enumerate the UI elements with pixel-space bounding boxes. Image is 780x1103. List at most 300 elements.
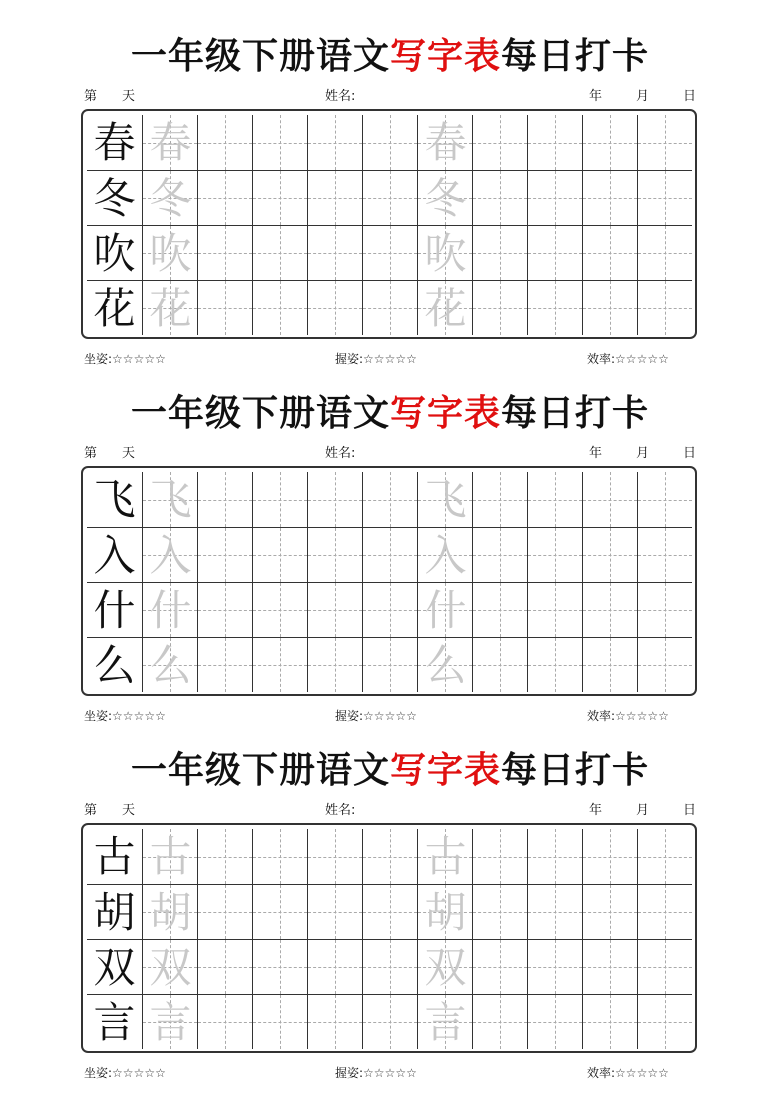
writing-cell[interactable]	[362, 170, 417, 225]
guide-line-v	[555, 528, 556, 582]
writing-grid	[87, 829, 692, 1047]
model-character: 古	[93, 832, 136, 881]
trace-char-cell[interactable]	[142, 637, 197, 692]
writing-cell[interactable]	[582, 115, 637, 170]
model-character: 冬	[93, 174, 136, 223]
writing-cell[interactable]	[582, 225, 637, 280]
writing-grid-frame	[81, 109, 697, 339]
guide-line-v	[225, 940, 226, 994]
grip-rating	[335, 1064, 417, 1082]
day-suffix: 天	[122, 803, 136, 818]
year-label: 年	[589, 446, 603, 461]
model-char-cell	[87, 225, 142, 280]
writing-cell[interactable]	[362, 115, 417, 170]
writing-grid-frame	[81, 466, 697, 696]
posture-label: 坐姿:	[84, 1066, 113, 1080]
trace-character: 言	[424, 998, 467, 1047]
writing-grid	[87, 115, 692, 333]
writing-cell[interactable]	[527, 472, 582, 527]
model-char-cell	[87, 884, 142, 939]
guide-line-v	[280, 995, 281, 1049]
writing-cell[interactable]	[362, 884, 417, 939]
trace-char-cell[interactable]	[142, 170, 197, 225]
trace-character: 飞	[424, 475, 467, 524]
model-character: 春	[93, 118, 136, 167]
name-label: 姓名:	[325, 446, 356, 461]
writing-cell[interactable]	[582, 994, 637, 1049]
model-character: 飞	[93, 475, 136, 524]
writing-cell[interactable]	[527, 829, 582, 884]
trace-character: 古	[424, 832, 467, 881]
trace-character: 入	[149, 531, 192, 580]
title-main: 一年级下册语文	[130, 392, 390, 434]
writing-cell[interactable]	[527, 225, 582, 280]
grid-row	[87, 582, 692, 637]
guide-line-v	[390, 472, 391, 527]
model-character: 花	[93, 284, 136, 333]
guide-line-v	[555, 995, 556, 1049]
guide-line-v	[665, 281, 666, 335]
year-label: 年	[589, 803, 603, 818]
writing-cell[interactable]	[472, 115, 527, 170]
writing-cell[interactable]	[362, 280, 417, 335]
guide-line-v	[280, 226, 281, 280]
trace-character: 双	[149, 943, 192, 992]
grid-row	[87, 829, 692, 884]
guide-line-v	[665, 885, 666, 939]
guide-line-v	[555, 885, 556, 939]
guide-line-v	[280, 528, 281, 582]
guide-line-v	[280, 885, 281, 939]
trace-char-cell[interactable]	[142, 582, 197, 637]
writing-cell[interactable]	[582, 582, 637, 637]
day-label: 第	[84, 89, 98, 104]
writing-cell[interactable]	[252, 884, 307, 939]
trace-char-cell[interactable]	[417, 829, 472, 884]
writing-cell[interactable]	[252, 994, 307, 1049]
guide-line-v	[335, 829, 336, 884]
guide-line-v	[390, 940, 391, 994]
guide-line-v	[225, 528, 226, 582]
trace-character: 冬	[149, 174, 192, 223]
writing-cell[interactable]	[307, 225, 362, 280]
writing-cell[interactable]	[252, 527, 307, 582]
title-suffix: 每日打卡	[501, 749, 650, 791]
title-highlight: 写字表	[389, 35, 501, 77]
guide-line-v	[665, 940, 666, 994]
guide-line-v	[280, 940, 281, 994]
writing-cell[interactable]	[637, 637, 692, 692]
guide-line-v	[665, 226, 666, 280]
guide-line-v	[500, 472, 501, 527]
writing-cell[interactable]	[472, 527, 527, 582]
guide-line-v	[225, 885, 226, 939]
trace-char-cell[interactable]	[417, 225, 472, 280]
guide-line-v	[610, 583, 611, 637]
guide-line-v	[280, 171, 281, 225]
writing-cell[interactable]	[637, 280, 692, 335]
posture-label: 坐姿:	[84, 709, 113, 723]
guide-line-v	[555, 829, 556, 884]
grip-stars[interactable]: ☆☆☆☆☆	[363, 352, 417, 366]
trace-character: 言	[149, 998, 192, 1047]
writing-cell[interactable]	[472, 637, 527, 692]
writing-cell[interactable]	[582, 170, 637, 225]
writing-cell[interactable]	[582, 829, 637, 884]
guide-line-v	[500, 995, 501, 1049]
guide-line-v	[555, 171, 556, 225]
writing-cell[interactable]	[637, 170, 692, 225]
efficiency-label: 效率:	[587, 709, 616, 723]
trace-char-cell[interactable]	[142, 939, 197, 994]
trace-char-cell[interactable]	[417, 115, 472, 170]
day-suffix: 天	[122, 89, 136, 104]
guide-line-v	[390, 829, 391, 884]
trace-character: 双	[424, 943, 467, 992]
guide-line-v	[280, 638, 281, 692]
date-label: 日	[683, 803, 697, 818]
title-main: 一年级下册语文	[130, 749, 390, 791]
grip-stars[interactable]: ☆☆☆☆☆	[363, 709, 417, 723]
writing-cell[interactable]	[307, 170, 362, 225]
writing-cell[interactable]	[362, 225, 417, 280]
guide-line-v	[610, 995, 611, 1049]
trace-char-cell[interactable]	[142, 472, 197, 527]
posture-rating	[84, 1064, 166, 1082]
model-character: 什	[93, 586, 136, 635]
model-char-cell	[87, 115, 142, 170]
writing-cell[interactable]	[582, 527, 637, 582]
guide-line-v	[390, 638, 391, 692]
trace-char-cell[interactable]	[142, 994, 197, 1049]
guide-line-v	[335, 995, 336, 1049]
writing-cell[interactable]	[307, 472, 362, 527]
info-line	[84, 802, 698, 820]
writing-cell[interactable]	[362, 582, 417, 637]
writing-cell[interactable]	[252, 115, 307, 170]
trace-char-cell[interactable]	[417, 637, 472, 692]
writing-cell[interactable]	[362, 637, 417, 692]
sheet-title	[0, 744, 780, 796]
model-char-cell	[87, 280, 142, 335]
trace-char-cell[interactable]	[417, 527, 472, 582]
writing-cell[interactable]	[637, 939, 692, 994]
guide-line-v	[555, 638, 556, 692]
guide-line-v	[225, 829, 226, 884]
writing-cell[interactable]	[582, 280, 637, 335]
writing-cell[interactable]	[527, 994, 582, 1049]
guide-line-v	[610, 528, 611, 582]
writing-cell[interactable]	[252, 582, 307, 637]
guide-line-v	[500, 940, 501, 994]
writing-cell[interactable]	[527, 115, 582, 170]
writing-cell[interactable]	[527, 637, 582, 692]
writing-cell[interactable]	[197, 884, 252, 939]
writing-cell[interactable]	[252, 939, 307, 994]
guide-line-v	[610, 171, 611, 225]
writing-cell[interactable]	[637, 994, 692, 1049]
model-char-cell	[87, 472, 142, 527]
guide-line-v	[500, 829, 501, 884]
trace-char-cell[interactable]	[142, 884, 197, 939]
guide-line-v	[500, 528, 501, 582]
writing-cell[interactable]	[582, 939, 637, 994]
writing-cell[interactable]	[527, 170, 582, 225]
model-char-cell	[87, 637, 142, 692]
trace-char-cell[interactable]	[417, 939, 472, 994]
writing-cell[interactable]	[197, 637, 252, 692]
model-char-cell	[87, 582, 142, 637]
guide-line-v	[555, 940, 556, 994]
guide-line-v	[225, 583, 226, 637]
guide-line-v	[610, 940, 611, 994]
grid-row	[87, 527, 692, 582]
writing-cell[interactable]	[197, 994, 252, 1049]
guide-line-v	[665, 171, 666, 225]
guide-line-v	[500, 885, 501, 939]
writing-cell[interactable]	[637, 884, 692, 939]
guide-line-v	[610, 472, 611, 527]
writing-cell[interactable]	[197, 472, 252, 527]
guide-line-v	[500, 281, 501, 335]
writing-cell[interactable]	[252, 637, 307, 692]
date-label: 日	[683, 89, 697, 104]
day-label: 第	[84, 446, 98, 461]
date-label: 日	[683, 446, 697, 461]
guide-line-v	[610, 281, 611, 335]
writing-cell[interactable]	[252, 829, 307, 884]
guide-line-v	[280, 472, 281, 527]
writing-cell[interactable]	[637, 115, 692, 170]
grid-row	[87, 280, 692, 335]
writing-cell[interactable]	[637, 582, 692, 637]
writing-cell[interactable]	[582, 637, 637, 692]
model-char-cell	[87, 994, 142, 1049]
trace-char-cell[interactable]	[142, 527, 197, 582]
writing-cell[interactable]	[197, 225, 252, 280]
writing-cell[interactable]	[527, 280, 582, 335]
practice-sheet	[0, 30, 780, 387]
trace-character: 冬	[424, 174, 467, 223]
guide-line-v	[610, 885, 611, 939]
title-main: 一年级下册语文	[130, 35, 390, 77]
writing-cell[interactable]	[197, 939, 252, 994]
guide-line-v	[390, 583, 391, 637]
trace-character: 春	[149, 118, 192, 167]
writing-cell[interactable]	[582, 472, 637, 527]
writing-cell[interactable]	[307, 829, 362, 884]
rating-line	[84, 707, 698, 725]
trace-char-cell[interactable]	[417, 280, 472, 335]
grip-rating	[335, 707, 417, 725]
guide-line-v	[335, 115, 336, 170]
writing-cell[interactable]	[472, 280, 527, 335]
efficiency-stars[interactable]: ☆☆☆☆☆	[615, 1066, 669, 1080]
writing-cell[interactable]	[637, 225, 692, 280]
guide-line-v	[335, 281, 336, 335]
rating-line	[84, 350, 698, 368]
grip-stars[interactable]: ☆☆☆☆☆	[363, 1066, 417, 1080]
guide-line-v	[665, 528, 666, 582]
trace-char-cell[interactable]	[142, 225, 197, 280]
writing-cell[interactable]	[197, 115, 252, 170]
writing-cell[interactable]	[307, 994, 362, 1049]
name-label: 姓名:	[325, 89, 356, 104]
guide-line-v	[390, 281, 391, 335]
writing-cell[interactable]	[307, 939, 362, 994]
writing-cell[interactable]	[252, 225, 307, 280]
practice-sheet	[0, 744, 780, 1101]
writing-cell[interactable]	[472, 829, 527, 884]
writing-cell[interactable]	[472, 170, 527, 225]
writing-cell[interactable]	[252, 280, 307, 335]
writing-cell[interactable]	[197, 829, 252, 884]
trace-char-cell[interactable]	[142, 829, 197, 884]
writing-cell[interactable]	[307, 280, 362, 335]
writing-cell[interactable]	[527, 884, 582, 939]
guide-line-v	[665, 583, 666, 637]
writing-cell[interactable]	[637, 829, 692, 884]
writing-cell[interactable]	[472, 939, 527, 994]
efficiency-stars[interactable]: ☆☆☆☆☆	[615, 352, 669, 366]
posture-label: 坐姿:	[84, 352, 113, 366]
writing-cell[interactable]	[527, 939, 582, 994]
guide-line-v	[335, 583, 336, 637]
guide-line-v	[665, 829, 666, 884]
writing-cell[interactable]	[307, 115, 362, 170]
month-label: 月	[636, 446, 650, 461]
grip-label: 握姿:	[335, 709, 364, 723]
efficiency-rating	[587, 707, 669, 725]
writing-cell[interactable]	[362, 472, 417, 527]
writing-cell[interactable]	[197, 527, 252, 582]
grid-row	[87, 225, 692, 280]
guide-line-v	[225, 995, 226, 1049]
model-character: 么	[93, 641, 136, 690]
info-line	[84, 445, 698, 463]
writing-cell[interactable]	[252, 170, 307, 225]
guide-line-v	[390, 995, 391, 1049]
writing-cell[interactable]	[527, 527, 582, 582]
efficiency-label: 效率:	[587, 1066, 616, 1080]
writing-cell[interactable]	[472, 472, 527, 527]
title-highlight: 写字表	[389, 749, 501, 791]
writing-grid-frame	[81, 823, 697, 1053]
writing-cell[interactable]	[362, 994, 417, 1049]
title-suffix: 每日打卡	[501, 35, 650, 77]
guide-line-v	[390, 115, 391, 170]
writing-cell[interactable]	[582, 884, 637, 939]
trace-char-cell[interactable]	[417, 582, 472, 637]
guide-line-v	[335, 528, 336, 582]
model-character: 言	[93, 998, 136, 1047]
trace-char-cell[interactable]	[417, 170, 472, 225]
guide-line-v	[555, 583, 556, 637]
grip-rating	[335, 350, 417, 368]
writing-cell[interactable]	[307, 582, 362, 637]
writing-cell[interactable]	[307, 527, 362, 582]
guide-line-v	[610, 115, 611, 170]
trace-char-cell[interactable]	[142, 280, 197, 335]
guide-line-v	[335, 226, 336, 280]
guide-line-v	[555, 115, 556, 170]
trace-character: 么	[424, 641, 467, 690]
model-char-cell	[87, 527, 142, 582]
posture-stars[interactable]: ☆☆☆☆☆	[112, 709, 166, 723]
grid-row	[87, 170, 692, 225]
trace-character: 春	[424, 118, 467, 167]
trace-char-cell[interactable]	[417, 994, 472, 1049]
posture-rating	[84, 350, 166, 368]
guide-line-v	[555, 226, 556, 280]
guide-line-v	[335, 885, 336, 939]
trace-character: 胡	[149, 888, 192, 937]
guide-line-v	[610, 829, 611, 884]
guide-line-v	[665, 995, 666, 1049]
guide-line-v	[225, 472, 226, 527]
grid-row	[87, 884, 692, 939]
writing-cell[interactable]	[197, 170, 252, 225]
writing-cell[interactable]	[252, 472, 307, 527]
trace-character: 什	[149, 586, 192, 635]
grid-row	[87, 637, 692, 692]
writing-cell[interactable]	[307, 637, 362, 692]
writing-cell[interactable]	[362, 939, 417, 994]
guide-line-v	[225, 115, 226, 170]
guide-line-v	[335, 472, 336, 527]
guide-line-v	[335, 171, 336, 225]
guide-line-v	[280, 583, 281, 637]
model-character: 胡	[93, 888, 136, 937]
efficiency-rating	[587, 1064, 669, 1082]
grip-label: 握姿:	[335, 352, 364, 366]
trace-character: 什	[424, 586, 467, 635]
writing-cell[interactable]	[472, 582, 527, 637]
trace-char-cell[interactable]	[417, 884, 472, 939]
grid-row	[87, 939, 692, 994]
guide-line-v	[500, 583, 501, 637]
guide-line-v	[225, 638, 226, 692]
writing-cell[interactable]	[472, 994, 527, 1049]
writing-cell[interactable]	[472, 884, 527, 939]
trace-char-cell[interactable]	[417, 472, 472, 527]
grid-row	[87, 472, 692, 527]
guide-line-v	[280, 281, 281, 335]
practice-sheet	[0, 387, 780, 744]
writing-cell[interactable]	[472, 225, 527, 280]
trace-character: 入	[424, 531, 467, 580]
writing-cell[interactable]	[527, 582, 582, 637]
writing-cell[interactable]	[197, 582, 252, 637]
posture-stars[interactable]: ☆☆☆☆☆	[112, 352, 166, 366]
writing-cell[interactable]	[637, 472, 692, 527]
posture-stars[interactable]: ☆☆☆☆☆	[112, 1066, 166, 1080]
writing-cell[interactable]	[362, 527, 417, 582]
writing-grid	[87, 472, 692, 690]
writing-cell[interactable]	[362, 829, 417, 884]
writing-cell[interactable]	[637, 527, 692, 582]
guide-line-v	[280, 115, 281, 170]
trace-character: 吹	[149, 229, 192, 278]
trace-character: 飞	[149, 475, 192, 524]
writing-cell[interactable]	[197, 280, 252, 335]
writing-cell[interactable]	[307, 884, 362, 939]
guide-line-v	[280, 829, 281, 884]
guide-line-v	[225, 281, 226, 335]
trace-char-cell[interactable]	[142, 115, 197, 170]
guide-line-v	[665, 472, 666, 527]
efficiency-stars[interactable]: ☆☆☆☆☆	[615, 709, 669, 723]
